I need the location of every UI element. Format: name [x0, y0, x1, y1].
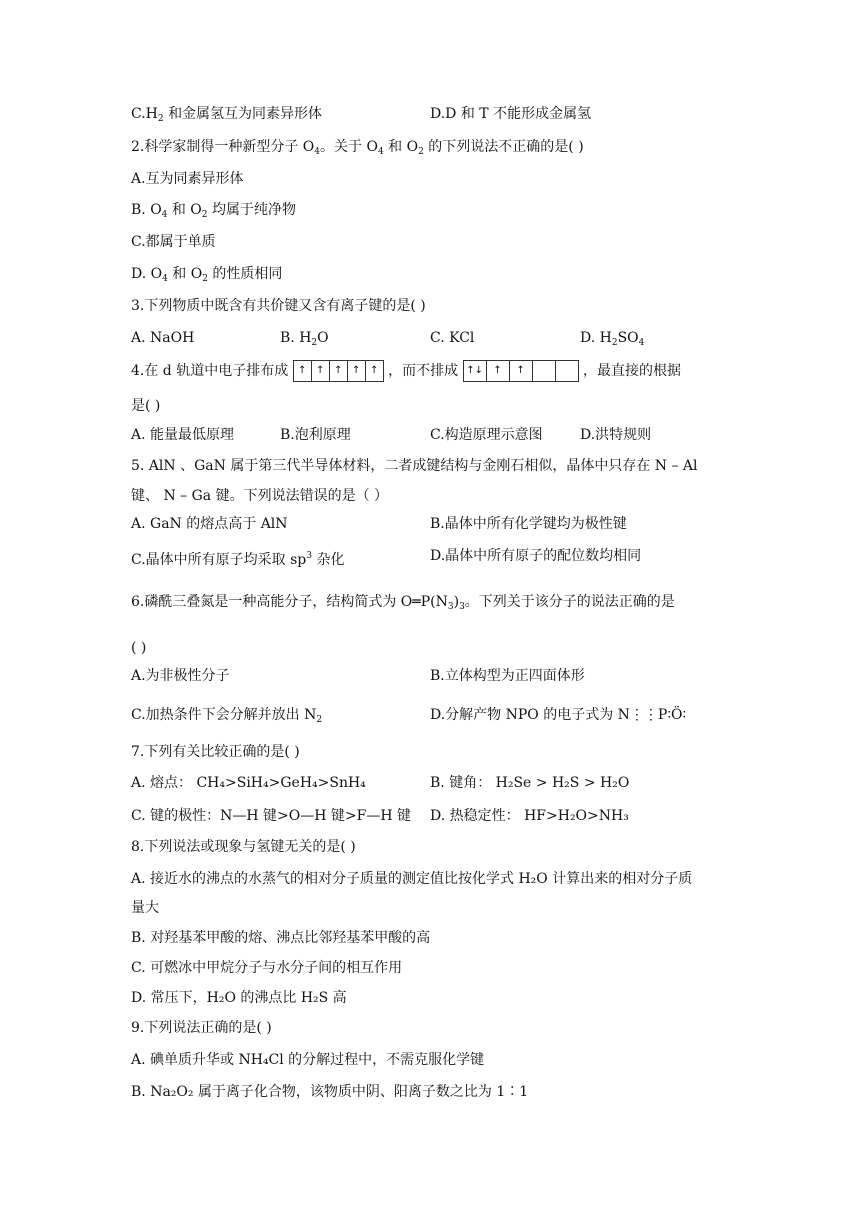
- q4-option-a: A. 能量最低原理: [131, 427, 235, 443]
- q6-option-c: C.加热条件下会分解并放出 $N_2$: [131, 707, 323, 725]
- q6-option-b: B.立体构型为正四面体形: [430, 668, 585, 684]
- q8-option-c: C. 可燃冰中甲烷分子与水分子间的相互作用: [131, 960, 403, 976]
- q3-stem: 3.下列物质中既含有共价键又含有离子键的是( ): [131, 298, 426, 314]
- q4-stem-cont: 是( ): [131, 398, 161, 414]
- q9-stem: 9.下列说法正确的是( ): [131, 1020, 272, 1036]
- q4-stem: 4.在 d 轨道中电子排布成 ↑ ↑ ↑ ↑ ↑ ，而不排成 ↑↓ ↑ ↑ ，最直接的根据: [131, 360, 681, 382]
- q7-option-d: D. 热稳定性： HF>H₂O>NH₃: [430, 808, 629, 824]
- q9-option-b: B. Na₂O₂ 属于离子化合物，该物质中阴、阳离子数之比为 1∶1: [131, 1084, 529, 1100]
- q2-option-a: A.互为同素异形体: [131, 171, 244, 187]
- q8-option-d: D. 常压下，H₂O 的沸点比 H₂S 高: [131, 990, 347, 1006]
- orbital-diagram-hund: ↑ ↑ ↑ ↑ ↑: [293, 360, 384, 382]
- q2-option-b: B. $O_4$ 和 $O_2$ 均属于纯净物: [131, 202, 296, 220]
- q2-option-c: C.都属于单质: [131, 234, 216, 250]
- q6-option-d: D.分解产物 NPO 的电子式为 N⋮⋮P∶Ö∶: [430, 707, 687, 723]
- q4-option-b: B.泡利原理: [280, 427, 351, 443]
- q5-option-b: B.晶体中所有化学键均为极性键: [430, 516, 627, 532]
- q6-stem-paren: ( ): [131, 640, 147, 656]
- q8-stem: 8.下列说法或现象与氢键无关的是( ): [131, 839, 356, 855]
- q4-option-c: C.构造原理示意图: [430, 427, 543, 443]
- q3-option-d: D. $H_2SO_4$: [580, 330, 645, 348]
- q1-option-d: D.D 和 T 不能形成金属氢: [430, 106, 592, 122]
- q5-stem-line1: 5. AlN 、GaN 属于第三代半导体材料，二者成键结构与金刚石相似，晶体中只存在 N – Al: [131, 458, 698, 474]
- q2-option-d: D. $O_4$ 和 $O_2$ 的性质相同: [131, 266, 283, 284]
- q3-option-c: C. KCl: [430, 330, 475, 346]
- q9-option-a: A. 碘单质升华或 NH₄Cl 的分解过程中，不需克服化学键: [131, 1052, 485, 1068]
- q5-option-c: C.晶体中所有原子均采取 $sp^3$ 杂化: [131, 551, 345, 568]
- q7-option-c: C. 键的极性：N—H 键>O—H 键>F—H 键: [131, 808, 411, 824]
- q2-stem: 2.科学家制得一种新型分子 $O_4$。关于 $O_4$ 和 $O_2$ 的下列说法不正确的是( ): [131, 139, 584, 157]
- q3-option-b: B. $H_2O$: [280, 330, 329, 348]
- q6-option-a: A.为非极性分子: [131, 668, 230, 684]
- q3-option-a: A. NaOH: [131, 330, 195, 346]
- q8-option-a-line2: 量大: [131, 900, 159, 916]
- q4-option-d: D.洪特规则: [580, 427, 652, 443]
- q8-option-a-line1: A. 接近水的沸点的水蒸气的相对分子质量的测定值比按化学式 H₂O 计算出来的相对分子质: [131, 871, 693, 887]
- q5-stem-line2: 键、 N – Ga 键。下列说法错误的是（ ）: [131, 488, 389, 504]
- q7-option-a: A. 熔点： CH₄>SiH₄>GeH₄>SnH₄: [131, 775, 366, 791]
- q5-option-a: A. GaN 的熔点高于 AlN: [131, 516, 288, 532]
- q1-option-c: $C.H_2$ 和金属氢互为同素异形体: [131, 106, 323, 124]
- q7-option-b: B. 键角： H₂Se > H₂S > H₂O: [430, 775, 630, 791]
- q5-option-d: D.晶体中所有原子的配位数均相同: [430, 548, 642, 564]
- q8-option-b: B. 对羟基苯甲酸的熔、沸点比邻羟基苯甲酸的高: [131, 930, 431, 946]
- q6-stem: 6.磷酰三叠氮是一种高能分子，结构简式为 $O═P(N_3)_3$。下列关于该分子的说法正确的是: [131, 594, 675, 612]
- orbital-diagram-paired: ↑↓ ↑ ↑: [463, 360, 579, 382]
- q7-stem: 7.下列有关比较正确的是( ): [131, 744, 300, 760]
